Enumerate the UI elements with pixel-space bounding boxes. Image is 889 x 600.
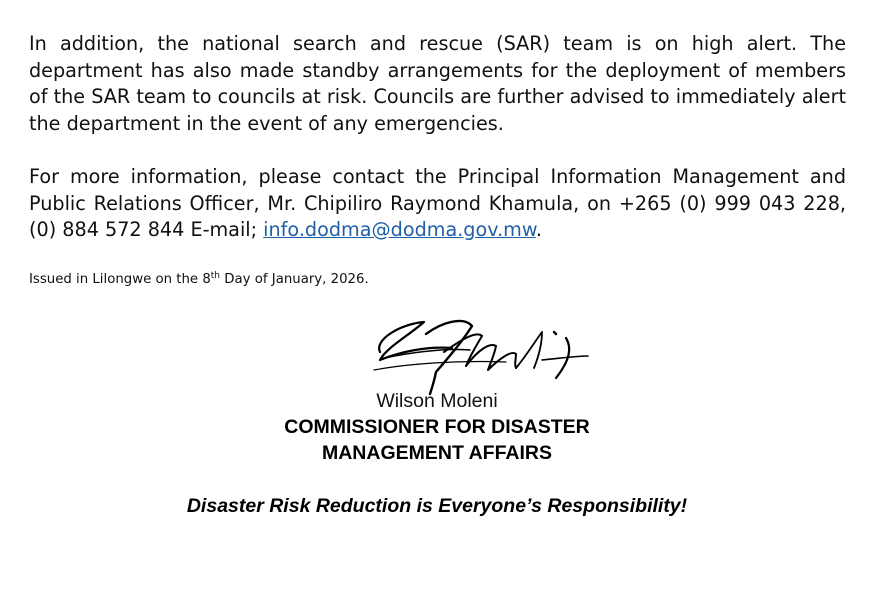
contact-period: .	[535, 218, 542, 241]
issued-suffix: Day of January, 2026.	[220, 272, 369, 287]
signatory-title-line-1: COMMISSIONER FOR DISASTER	[284, 416, 590, 438]
signatory-name: Wilson Moleni	[376, 390, 498, 412]
issued-ordinal: th	[210, 271, 221, 281]
signatory-title-line-2: MANAGEMENT AFFAIRS	[321, 442, 553, 464]
issued-prefix: Issued in Lilongwe on the 8	[29, 272, 211, 287]
paragraph-sar-alert: In addition, the national search and rescue (SAR) team is on high alert. The department has also made standby arrangements for the deployment of members of the SAR team to councils at risk. Councils are further advised to immediately alert the department in the event of any emergencies.	[29, 32, 846, 135]
paragraph-contact-info	[29, 164, 846, 244]
issued-statement	[29, 271, 369, 289]
contact-text: For more information, please contact the Principal Information Management and Public Relations Officer, Mr. Chipiliro Raymond Khamula, on +265 (0) 999 043 228, (0) 884 572 844 E-mail;	[29, 165, 846, 241]
slogan: Disaster Risk Reduction is Everyone’s Responsibility!	[186, 495, 688, 517]
email-link[interactable]: info.dodma@dodma.gov.mw	[263, 218, 536, 241]
